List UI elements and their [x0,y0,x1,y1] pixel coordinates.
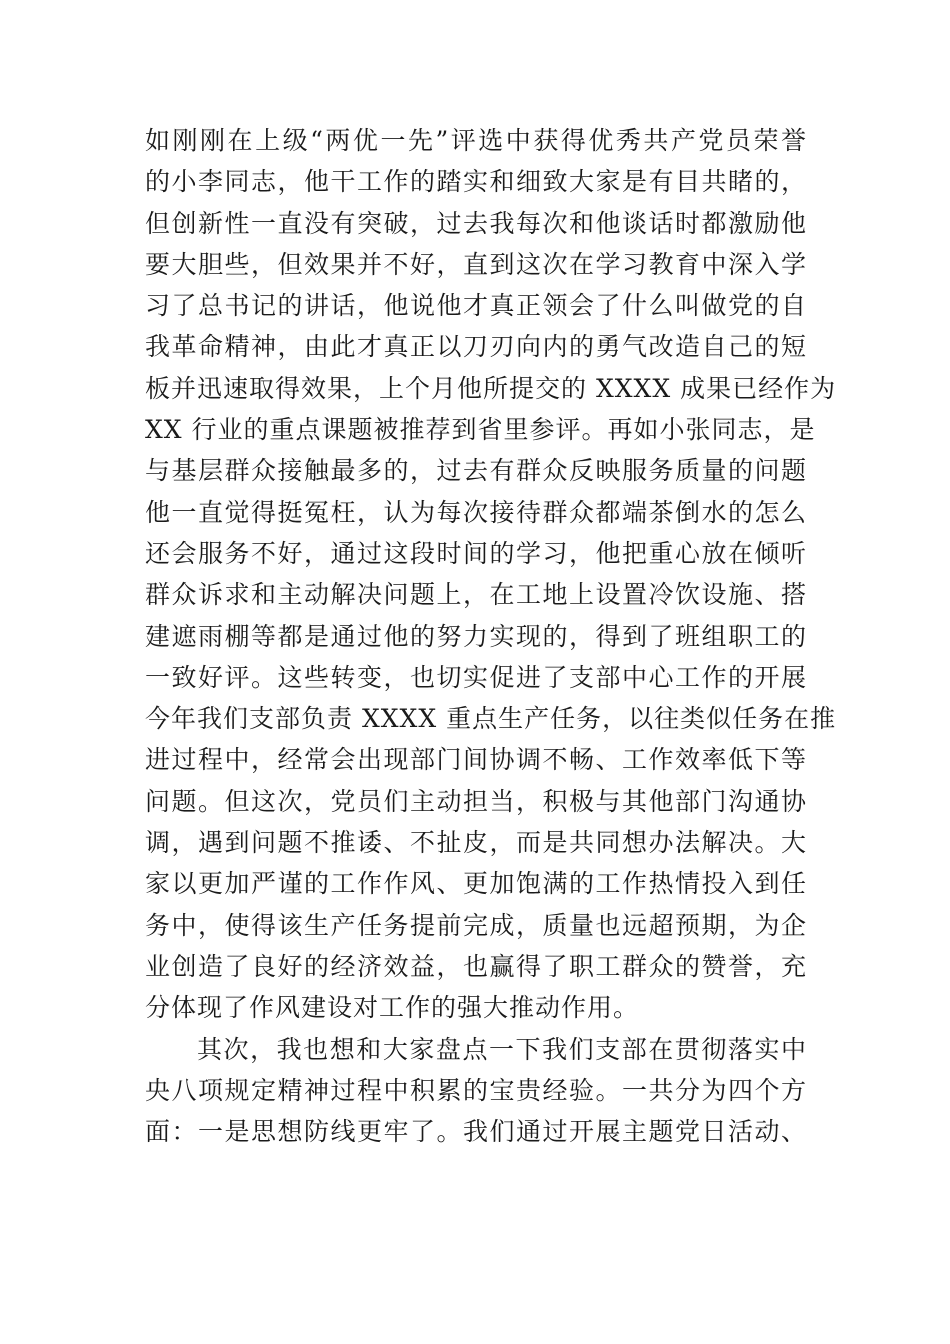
text-line: 但创新性一直没有突破，过去我每次和他谈话时都激励他 [145,208,807,238]
text-line: 家以更加严谨的工作作风、更加饱满的工作热情投入到任 [145,869,807,899]
text-line: 建遮雨棚等都是通过他的努力实现的，得到了班组职工的 [145,621,807,651]
paragraph-2 [145,1029,807,1153]
text-line: 今年我们支部负责 XXXX 重点生产任务，以往类似任务在推 [145,704,837,734]
text-line: 进过程中，经常会出现部门间协调不畅、工作效率低下等 [145,745,807,775]
text-line: 群众诉求和主动解决问题上，在工地上设置冷饮设施、搭 [145,580,807,610]
text-line: 他一直觉得挺冤枉，认为每次接待群众都端茶倒水的怎么 [145,497,807,527]
text-line: 央八项规定精神过程中积累的宝贵经验。一共分为四个方 [145,1075,807,1105]
text-line: 习了总书记的讲话，他说他才真正领会了什么叫做党的自 [145,291,807,321]
text-line: 其次，我也想和大家盘点一下我们支部在贯彻落实中 [197,1034,807,1064]
text-line: 如刚刚在上级“两优一先”评选中获得优秀共产党员荣誉 [145,126,807,155]
text-line: 与基层群众接触最多的，过去有群众反映服务质量的问题 [145,456,807,486]
text-line: 的小李同志，他干工作的踏实和细致大家是有目共睹的， [145,167,807,197]
text-line: 业创造了良好的经济效益，也赢得了职工群众的赞誉，充 [145,951,807,981]
text-line: 分体现了作风建设对工作的强大推动作用。 [145,993,640,1023]
text-line: 面：一是思想防线更牢了。我们通过开展主题党日活动、 [145,1117,807,1147]
text-line: 还会服务不好，通过这段时间的学习，他把重心放在倾听 [145,538,807,568]
text-line: 要大胆些，但效果并不好，直到这次在学习教育中深入学 [145,249,807,279]
text-line: 板并迅速取得效果，上个月他所提交的 XXXX 成果已经作为 [145,373,837,403]
document-body [145,120,837,1152]
text-line: 我革命精神，由此才真正以刀刃向内的勇气改造自己的短 [145,332,807,362]
text-line: 务中，使得该生产任务提前完成，质量也远超预期，为企 [145,910,807,940]
text-line: 问题。但这次，党员们主动担当，积极与其他部门沟通协 [145,786,807,816]
text-line: XX 行业的重点课题被推荐到省里参评。再如小张同志，是 [145,415,816,445]
text-line: 一致好评。这些转变，也切实促进了支部中心工作的开展 [145,662,807,692]
paragraph-1 [145,120,837,1029]
text-line: 调，遇到问题不推诿、不扯皮，而是共同想办法解决。大 [145,828,807,858]
